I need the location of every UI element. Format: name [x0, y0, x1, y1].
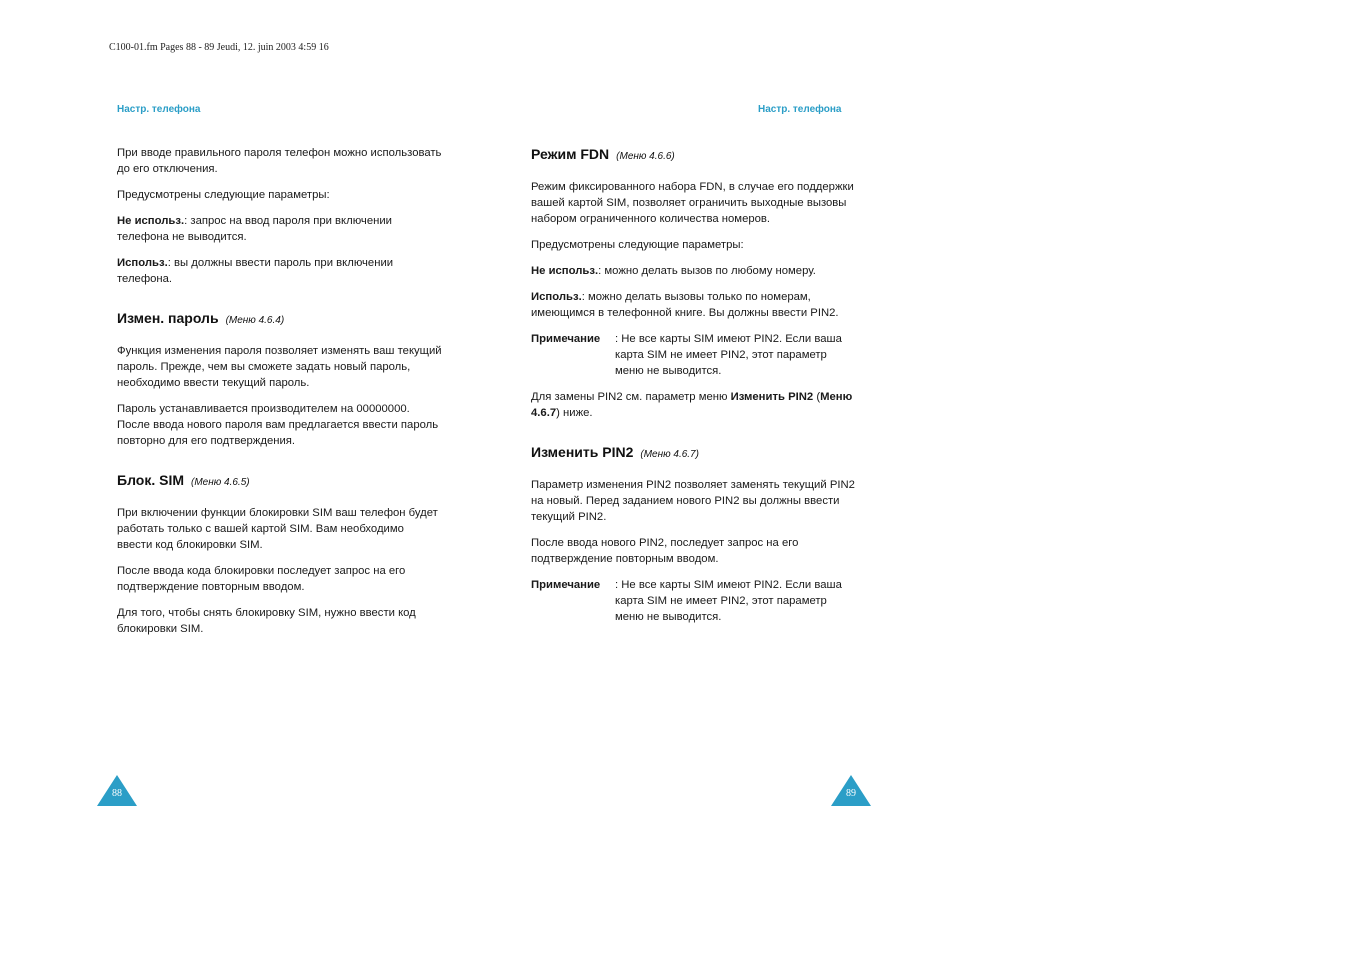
heading-text: Блок. SIM	[117, 472, 184, 488]
paragraph: Пароль устанавливается производителем на 00000000. После ввода нового пароля вам предлагается ввести пароль повторно для его подтверждения.	[117, 403, 439, 447]
menu-ref: (Меню 4.6.6)	[616, 151, 675, 162]
paragraph: Режим фиксированного набора FDN, в случае его поддержки вашей картой SIM, позволяет ограничить выходные вызовы набором ограниченного количества номеров.	[531, 181, 854, 225]
paragraph: Предусмотрены следующие параметры:	[117, 189, 330, 201]
menu-ref: (Меню 4.6.7)	[640, 449, 699, 460]
option-text: : запрос на ввод пароля при включении телефона не выводится.	[117, 215, 392, 243]
running-head-right: Настр. телефона	[758, 104, 842, 115]
text-run: ) ниже.	[556, 407, 593, 419]
paragraph: После ввода нового PIN2, последует запрос на его подтверждение повторным вводом.	[531, 537, 799, 565]
option-label: Использ.	[531, 291, 582, 303]
section-heading-change-pin2	[531, 443, 856, 464]
paragraph: Для того, чтобы снять блокировку SIM, нужно ввести код блокировки SIM.	[117, 607, 416, 635]
option-item	[531, 263, 856, 279]
note	[531, 577, 856, 625]
menu-ref: Меню 4.6.7	[531, 391, 853, 419]
page-number-text: 89	[846, 788, 856, 799]
option-text: : можно делать вызов по любому номеру.	[598, 265, 816, 277]
section-heading-sim-lock	[117, 471, 442, 492]
menu-name: Изменить PIN2	[730, 391, 814, 403]
paragraph: После ввода кода блокировки последует запрос на его подтверждение повторным вводом.	[117, 565, 406, 593]
option-label: Не использ.	[531, 265, 599, 277]
note-text: : Не все карты SIM имеют PIN2. Если ваша карта SIM не имеет PIN2, этот параметр меню не выводится.	[615, 333, 842, 377]
paragraph: При вводе правильного пароля телефон можно использовать до его отключения.	[117, 147, 442, 175]
option-text: : вы должны ввести пароль при включении телефона.	[117, 257, 394, 285]
page-number-text: 88	[112, 788, 122, 799]
option-item	[117, 213, 442, 245]
note	[531, 331, 856, 379]
paragraph: Параметр изменения PIN2 позволяет заменять текущий PIN2 на новый. Перед заданием нового PIN2 вы должны ввести текущий PIN2.	[531, 479, 855, 523]
paragraph: При включении функции блокировки SIM ваш телефон будет работать только с вашей картой SIM. Вам необходимо ввести код блокировки SIM.	[117, 507, 438, 551]
option-label: Использ.	[117, 257, 168, 269]
menu-ref: (Меню 4.6.5)	[191, 477, 250, 488]
right-page-column	[531, 145, 856, 635]
text-run: (	[813, 391, 821, 403]
note-label: Примечание	[531, 579, 601, 591]
section-heading-fdn	[531, 145, 856, 166]
note-text: : Не все карты SIM имеют PIN2. Если ваша карта SIM не имеет PIN2, этот параметр меню не выводится.	[615, 579, 842, 623]
paragraph: Функция изменения пароля позволяет изменять ваш текущий пароль. Прежде, чем вы сможете задать новый пароль, необходимо ввести текущий пароль.	[117, 345, 442, 389]
option-label: Не использ.	[117, 215, 185, 227]
text-run: Для замены PIN2 см. параметр меню	[531, 391, 731, 403]
option-text: : можно делать вызовы только по номерам, имеющимся в телефонной книге. Вы должны ввести PIN2.	[531, 291, 839, 319]
paragraph	[531, 389, 856, 421]
left-page-column	[117, 145, 442, 647]
page-number-right	[831, 775, 871, 806]
file-info: C100-01.fm Pages 88 - 89 Jeudi, 12. juin 2003 4:59 16	[109, 42, 329, 53]
page-number-left	[97, 775, 137, 806]
option-item	[531, 289, 856, 321]
paragraph: Предусмотрены следующие параметры:	[531, 239, 744, 251]
note-label: Примечание	[531, 333, 601, 345]
heading-text: Измен. пароль	[117, 310, 219, 326]
heading-text: Режим FDN	[531, 146, 610, 162]
section-heading-change-password	[117, 309, 442, 330]
option-item	[117, 255, 442, 287]
heading-text: Изменить PIN2	[531, 444, 634, 460]
menu-ref: (Меню 4.6.4)	[225, 315, 285, 326]
running-head-left: Настр. телефона	[117, 104, 201, 115]
